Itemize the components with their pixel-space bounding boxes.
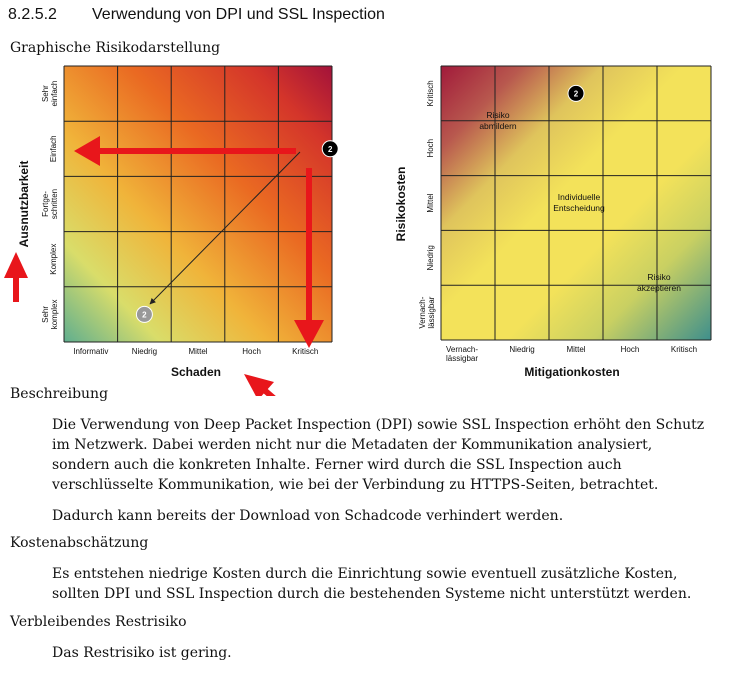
chart2-y-title: Risikokosten — [394, 166, 408, 242]
x-tick-label: Mittel — [566, 345, 586, 354]
risk-figure — [0, 56, 735, 396]
zone-label-1a: Risiko — [486, 110, 510, 120]
chart1-y-title: Ausnutzbarkeit — [17, 160, 31, 248]
heading-beschreibung: Beschreibung — [10, 386, 109, 402]
zone-label-3b: akzeptieren — [637, 283, 681, 293]
heading-restrisiko: Verbleibendes Restrisiko — [10, 614, 187, 630]
zone-individuelle-entscheidung — [553, 192, 605, 213]
svg-text:Vernach-lässigbar: Vernach-lässigbar — [418, 296, 436, 329]
y-tick-label — [426, 193, 435, 212]
risk-marker — [568, 85, 584, 101]
x-tick-label: Kritisch — [292, 347, 319, 356]
risk-marker — [322, 141, 338, 157]
svg-text:2: 2 — [142, 310, 147, 320]
paragraph-restrisiko-1: Das Restrisiko ist gering. — [52, 645, 232, 661]
x-tick-label: Informativ — [73, 347, 109, 356]
svg-text:Fortge-schritten: Fortge-schritten — [41, 188, 59, 220]
zone-label-2a: Individuelle — [557, 192, 601, 202]
chart2-markers — [568, 85, 584, 101]
svg-text:Mittel: Mittel — [426, 193, 435, 213]
zone-label-3a: Risiko — [647, 272, 671, 282]
svg-text:Komplex: Komplex — [49, 243, 58, 275]
red-arrow-diagonal — [244, 374, 292, 396]
svg-text:Sehrkomplex: Sehrkomplex — [41, 299, 59, 330]
y-tick-label — [41, 81, 59, 107]
paragraph-kosten-1: Es entstehen niedrige Kosten durch die Einrichtung sowie eventuell zusätzliche Kosten, sollten DPI und SSL Inspection durch die bestehenden Systeme nicht unterstützt werden. — [52, 566, 692, 602]
chart2-y-ticks — [418, 80, 436, 328]
svg-text:Einfach: Einfach — [49, 135, 58, 163]
y-tick-label — [426, 80, 435, 106]
x-tick-label: Kritisch — [670, 345, 698, 354]
y-tick-label — [418, 296, 436, 328]
x-tick-label: Hoch — [242, 347, 261, 356]
svg-text:Kritisch: Kritisch — [426, 80, 435, 107]
x-tick-label: Niedrig — [131, 347, 158, 356]
red-arrow-up — [4, 252, 28, 302]
section-heading — [8, 6, 385, 24]
risk-marker — [136, 306, 152, 322]
svg-text:Niedrig: Niedrig — [426, 245, 435, 271]
chart1-y-ticks — [41, 81, 59, 330]
chart-ausnutzbarkeit-schaden — [4, 66, 338, 396]
zone-label-2b: Entscheidung — [553, 203, 605, 213]
paragraph-beschreibung-2: Dadurch kann bereits der Download von Schadcode verhindert werden. — [52, 508, 564, 524]
figure-caption: Graphische Risikodarstellung — [10, 40, 221, 56]
chart1-x-title: Schaden — [170, 365, 222, 379]
paragraph-beschreibung-1: Die Verwendung von Deep Packet Inspection (DPI) sowie SSL Inspection erhöht den Schutz im Netzwerk. Dabei werden nicht nur die Metadaten der Kommunikation analysiert, sondern auch die konkreten Inhalte. Ferner wird durch die SSL Inspection auch verschlüsselte Kommunikation, wie bei der Verbindung zu HTTPS-Seiten, betrachtet. — [52, 417, 705, 493]
chart1-x-ticks — [73, 347, 318, 356]
heading-kostenabschaetzung: Kostenabschätzung — [10, 535, 149, 551]
chart2-x-ticks — [446, 345, 697, 363]
x-tick-label: Hoch — [620, 345, 640, 354]
y-tick-label — [41, 300, 59, 330]
section-number: 8.2.5.2 — [8, 6, 57, 23]
svg-text:2: 2 — [327, 144, 333, 154]
y-tick-label — [426, 139, 435, 158]
x-tick-label: Niedrig — [509, 345, 535, 354]
x-tick-label: Vernach-lässigbar — [445, 345, 479, 363]
x-tick-label: Mittel — [188, 347, 208, 356]
zone-label-1b: abmildern — [479, 121, 517, 131]
svg-text:2: 2 — [573, 89, 579, 99]
chart-risikokosten-mitigationkosten — [394, 66, 711, 379]
chart2-x-title: Mitigationkosten — [524, 365, 620, 379]
svg-text:Hoch: Hoch — [426, 138, 435, 158]
y-tick-label — [41, 189, 59, 219]
y-tick-label — [426, 245, 435, 270]
svg-text:Sehreinfach: Sehreinfach — [41, 80, 59, 107]
y-tick-label — [49, 135, 58, 162]
section-title: Verwendung von DPI und SSL Inspection — [92, 6, 385, 23]
y-tick-label — [49, 244, 58, 275]
chart1-plot-area — [64, 66, 332, 342]
